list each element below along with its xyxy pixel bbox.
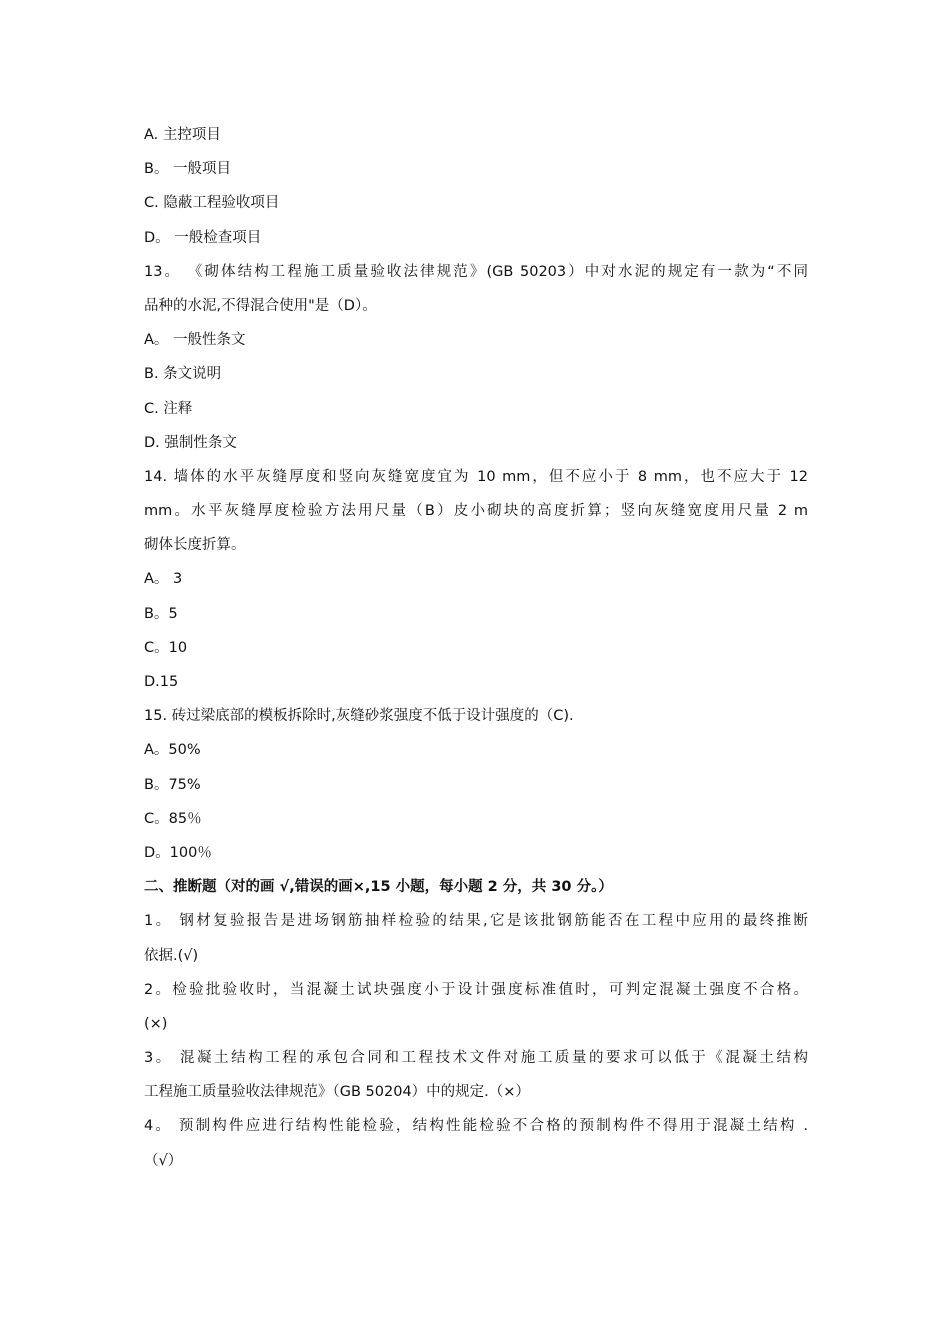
judgment-2-line-2: (×) bbox=[144, 1015, 168, 1032]
question-14-line-3: 砌体长度折算。 bbox=[144, 537, 246, 554]
section-heading-judgment: 二、推断题（对的画 √,错误的画×,15 小题，每小题 2 分，共 30 分。） bbox=[144, 879, 613, 896]
option-12c: C. 隐蔽工程验收项目 bbox=[144, 195, 280, 212]
option-13c: C. 注释 bbox=[144, 400, 193, 417]
judgment-1-line-1: 1。 钢材复验报告是进场钢筋抽样检验的结果,它是该批钢筋能否在工程中应用的最终推断 bbox=[144, 913, 808, 930]
option-15d: D。100％ bbox=[144, 844, 212, 861]
question-13-line-2: 品种的水泥,不得混合使用"是（D）。 bbox=[144, 297, 377, 314]
option-15c: C。85％ bbox=[144, 810, 202, 827]
question-14-line-1: 14. 墙体的水平灰缝厚度和竖向灰缝宽度宜为 10 mm，但不应小于 8 mm，也不应大于 12 bbox=[144, 468, 808, 485]
option-15a: A。50% bbox=[144, 742, 201, 759]
judgment-3-line-1: 3。 混凝土结构工程的承包合同和工程技术文件对施工质量的要求可以低于《混凝土结构 bbox=[144, 1050, 808, 1067]
option-15b: B。75% bbox=[144, 776, 201, 793]
judgment-1-line-2: 依据.(√) bbox=[144, 947, 199, 964]
option-12a: A. 主控项目 bbox=[144, 127, 221, 143]
judgment-2-line-1: 2。检验批验收时，当混凝土试块强度小于设计强度标准值时，可判定混凝土强度不合格。 bbox=[144, 981, 808, 998]
question-13-line-1: 13。 《砌体结构工程施工质量验收法律规范》(GB 50203）中对水泥的规定有一款为“不同 bbox=[144, 263, 808, 280]
question-14-line-2: mm。水平灰缝厚度检验方法用尺量（B）皮小砌块的高度折算；竖向灰缝宽度用尺量 2 m bbox=[144, 503, 808, 520]
question-15: 15. 砖过梁底部的模板拆除时,灰缝砂浆强度不低于设计强度的（C). bbox=[144, 708, 574, 725]
option-14d: D.15 bbox=[144, 674, 179, 690]
option-14a: A。 3 bbox=[144, 571, 183, 588]
option-14c: C。10 bbox=[144, 639, 188, 656]
option-13a: A。 一般性条文 bbox=[144, 332, 246, 349]
option-13b: B. 条文说明 bbox=[144, 366, 222, 383]
judgment-4-line-1: 4。 预制构件应进行结构性能检验，结构性能检验不合格的预制构件不得用于混凝土结构 . bbox=[144, 1118, 808, 1135]
judgment-3-line-2: 工程施工质量验收法律规范》（GB 50204）中的规定.（×） bbox=[144, 1084, 530, 1101]
document-body bbox=[144, 118, 808, 1178]
option-13d: D. 强制性条文 bbox=[144, 434, 237, 451]
judgment-4-line-2: （√） bbox=[144, 1152, 183, 1169]
option-14b: B。5 bbox=[144, 605, 178, 622]
option-12b: B。 一般项目 bbox=[144, 161, 232, 178]
option-12d: D。 一般检查项目 bbox=[144, 229, 262, 246]
